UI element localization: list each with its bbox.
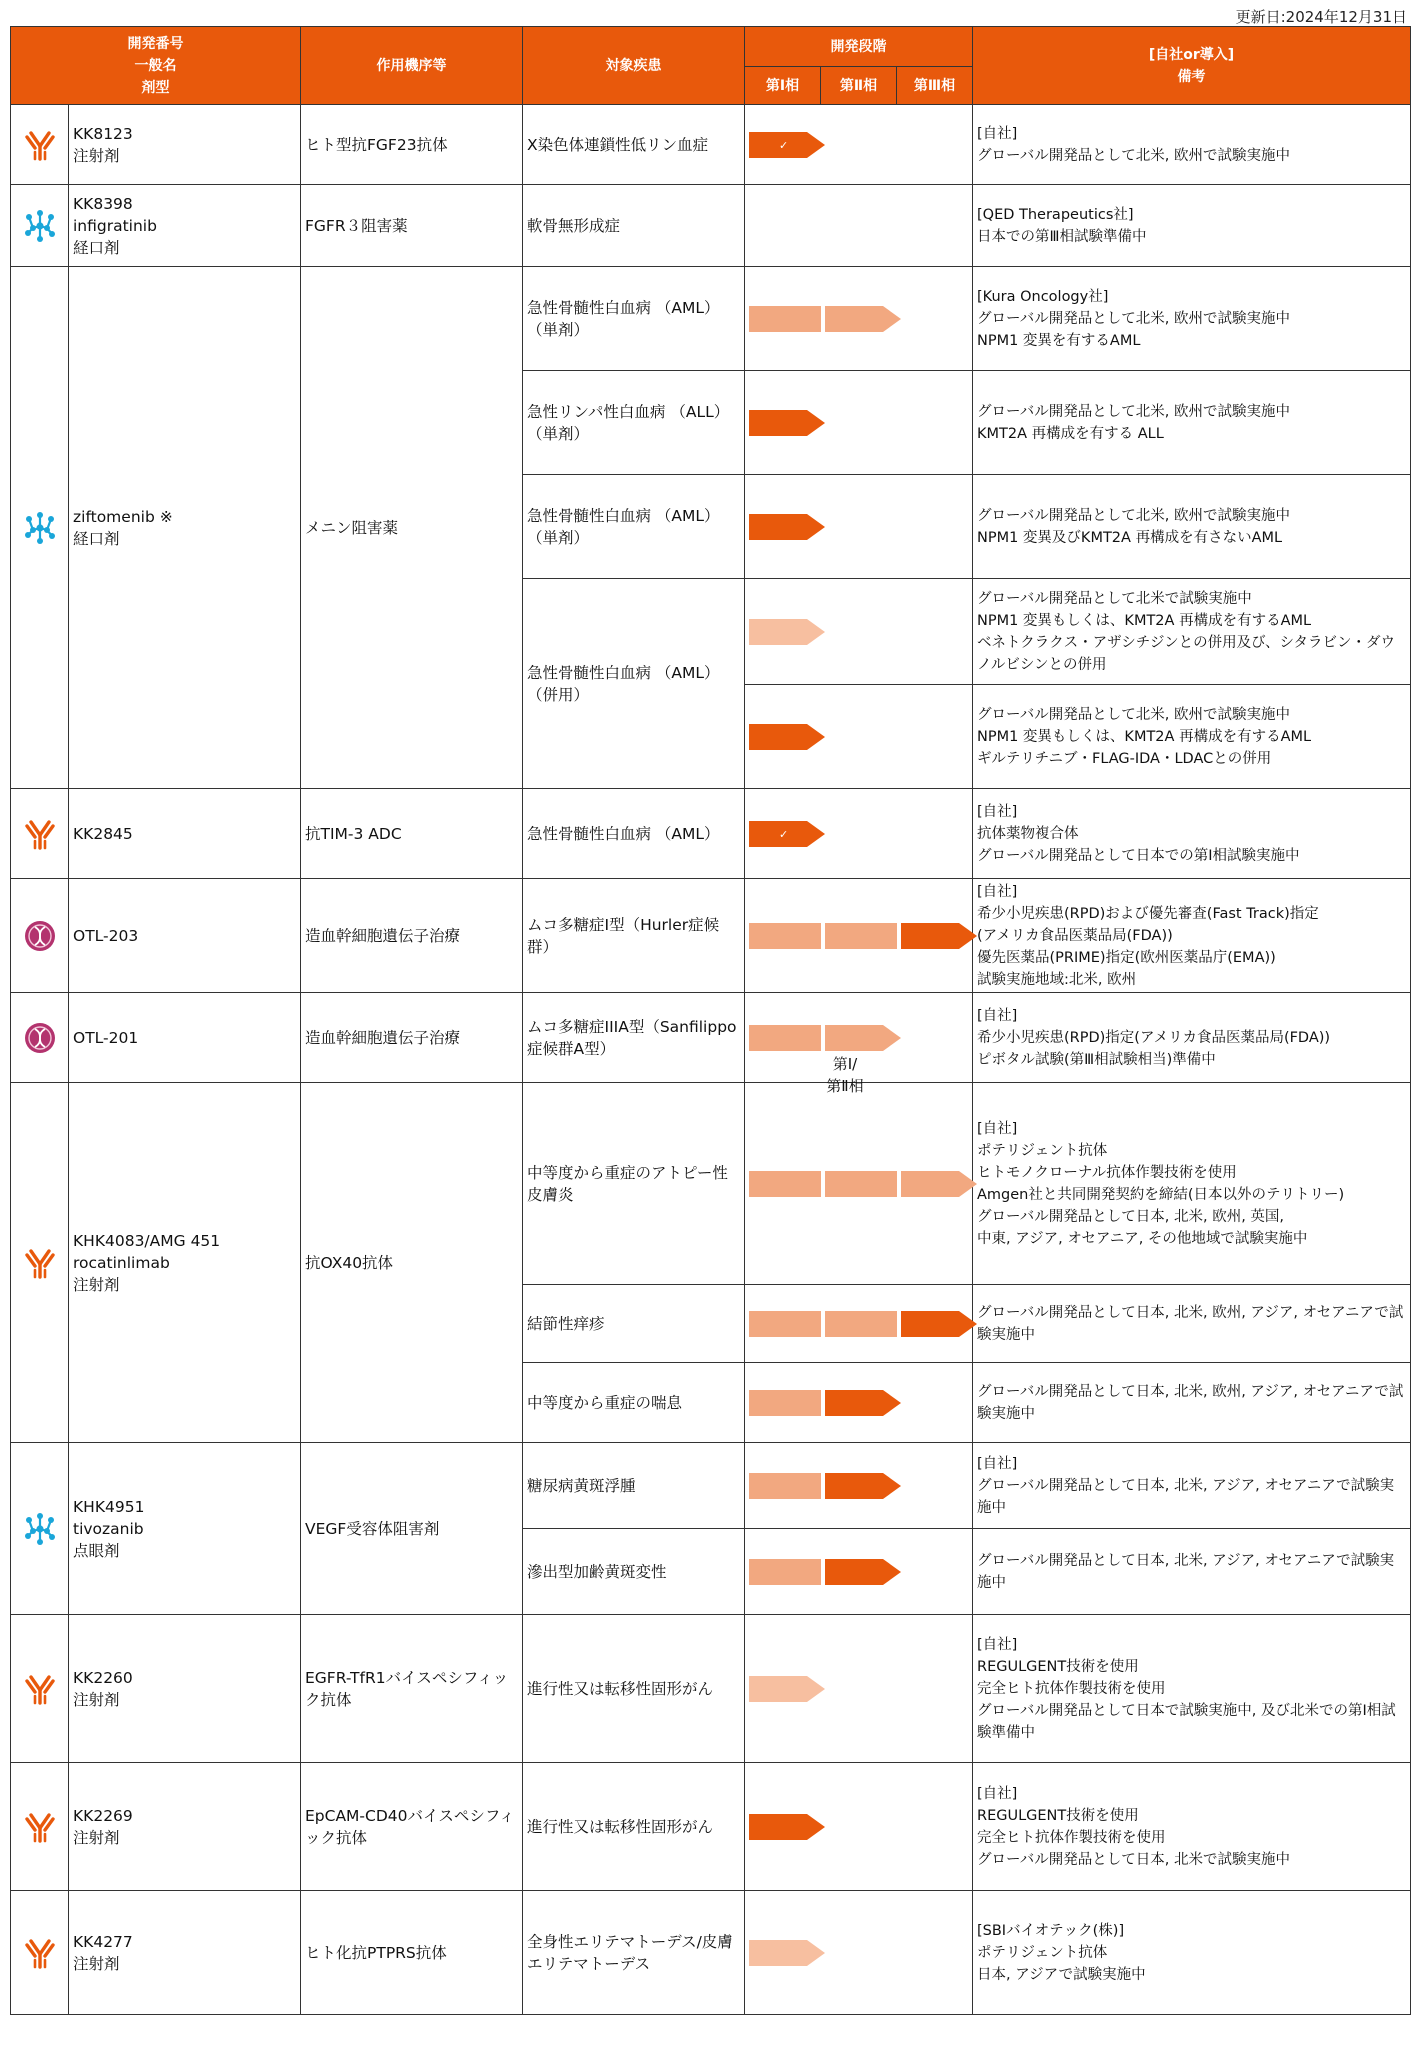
phase-bars [745,821,972,847]
updated-date: 更新日:2024年12月31日 [1235,8,1407,26]
drug-code: KK2845 [69,789,301,879]
phase-bar-segment [749,1473,821,1499]
drug-code: KK2269 注射剤 [69,1763,301,1891]
phase-bar-segment [749,619,825,645]
remarks: グローバル開発品として日本, 北米, 欧州, アジア, オセアニアで試験実施中 [973,1363,1411,1443]
target-disease: 急性骨髄性白血病 （AML） （単剤） [523,267,745,371]
pipeline-table [10,26,1411,2015]
small-molecule-icon [11,1443,69,1615]
phase-bars [745,1473,972,1499]
pipeline-row [11,789,1411,879]
mechanism: VEGF受容体阻害剤 [301,1443,523,1615]
phase-bars [745,923,972,949]
remarks: グローバル開発品として北米, 欧州で試験実施中 KMT2A 再構成を有する ALL [973,371,1411,475]
drug-code: KK8123 注射剤 [69,105,301,185]
antibody-icon [11,1615,69,1763]
drug-code: KHK4951 tivozanib 点眼剤 [69,1443,301,1615]
remarks: グローバル開発品として北米, 欧州で試験実施中 NPM1 変異及びKMT2A 再構成を有さないAML [973,475,1411,579]
phase-bars [745,1025,972,1095]
phase-bar-segment [825,1390,901,1416]
mechanism: 造血幹細胞遺伝子治療 [301,993,523,1083]
phase-bars [745,1676,972,1702]
header-phase3: 第Ⅲ相 [897,67,973,105]
development-phase [745,993,973,1095]
remarks: [Kura Oncology社] グローバル開発品として北米, 欧州で試験実施中 NPM1 変異を有するAML [973,267,1411,371]
phase-bar-segment [901,1311,977,1337]
remarks: [自社] グローバル開発品として北米, 欧州で試験実施中 [973,105,1411,185]
pipeline-row [11,105,1411,185]
gene-therapy-icon [11,993,69,1083]
phase-bars [745,619,972,645]
development-phase [745,105,973,185]
antibody-icon [11,1763,69,1891]
phase-bar-segment [825,1559,901,1585]
remarks: [QED Therapeutics社] 日本での第Ⅲ相試験準備中 [973,185,1411,267]
development-phase [745,685,973,789]
gene-therapy-icon [11,879,69,993]
development-phase [745,1891,973,2015]
target-disease: ムコ多糖症I型（Hurler症候群） [523,879,745,993]
remarks: グローバル開発品として日本, 北米, 欧州, アジア, オセアニアで試験実施中 [973,1285,1411,1363]
pipeline-row [11,185,1411,267]
header-disease: 対象疾患 [523,27,745,105]
phase-bars [745,306,972,332]
remarks: [自社] グローバル開発品として日本, 北米, アジア, オセアニアで試験実施中 [973,1443,1411,1529]
phase-bars [745,213,972,239]
phase-bar-segment [749,1171,821,1197]
mechanism: EpCAM-CD40バイスペシフィック抗体 [301,1763,523,1891]
header-moa: 作用機序等 [301,27,523,105]
phase-bar-segment [749,410,825,436]
development-phase [745,1083,973,1285]
phase-bars [745,1390,972,1416]
target-disease: 滲出型加齢黄斑変性 [523,1529,745,1615]
development-phase [745,1285,973,1363]
header-stage: 開発段階 [745,27,973,67]
remarks: [自社] ポテリジェント抗体 ヒトモノクローナル抗体作製技術を使用 Amgen社と共同開発契約を締結(日本以外のテリトリー) グローバル開発品として日本, 北米, 欧州, 英国, 中東, アジア, オセアニア, その他地域で試験実施中 [973,1083,1411,1285]
development-phase [745,879,973,993]
phase-bar-segment [825,1025,901,1051]
mechanism: 抗OX40抗体 [301,1083,523,1443]
remarks: [自社] 希少小児疾患(RPD)および優先審査(Fast Track)指定 (アメリカ食品医薬品局(FDA)) 優先医薬品(PRIME)指定(欧州医薬品庁(EMA)) 試験実施地域:北米, 欧州 [973,879,1411,993]
mechanism: FGFR３阻害薬 [301,185,523,267]
development-phase [745,475,973,579]
phase-bar-segment [749,514,825,540]
remarks: [SBIバイオテック(株)] ポテリジェント抗体 日本, アジアで試験実施中 [973,1891,1411,2015]
drug-code: OTL-203 [69,879,301,993]
target-disease: X染色体連鎖性低リン血症 [523,105,745,185]
target-disease: 中等度から重症のアトピー性皮膚炎 [523,1083,745,1285]
target-disease: 急性骨髄性白血病 （AML） （併用） [523,579,745,789]
development-phase [745,1529,973,1615]
phase-bar-segment [749,821,825,847]
phase-bar-segment [749,1676,825,1702]
pipeline-row [11,1891,1411,2015]
target-disease: ムコ多糖症IIIA型（Sanfilippo症候群A型） [523,993,745,1083]
header-remarks: [自社or導入] 備考 [973,27,1411,105]
svg-text:✓: ✓ [779,138,789,152]
mechanism: ヒト型抗FGF23抗体 [301,105,523,185]
drug-code: KK2260 注射剤 [69,1615,301,1763]
phase-bar-segment [901,923,977,949]
phase-bar-segment [825,1473,901,1499]
development-phase [745,267,973,371]
phase-bar-segment [749,132,825,158]
phase-bar-segment [901,1171,977,1197]
header-phase2: 第Ⅱ相 [821,67,897,105]
target-disease: 糖尿病黄斑浮腫 [523,1443,745,1529]
antibody-icon [11,789,69,879]
pipeline-body [11,105,1411,2015]
remarks: [自社] 希少小児疾患(RPD)指定(アメリカ食品医薬品局(FDA)) ピボタル試験(第Ⅲ相試験相当)準備中 [973,993,1411,1083]
mechanism: 造血幹細胞遺伝子治療 [301,879,523,993]
phase-bar-segment [825,923,897,949]
pipeline-row [11,1615,1411,1763]
phase-bar-segment [825,1311,897,1337]
drug-code: ziftomenib ※ 経口剤 [69,267,301,789]
target-disease: 中等度から重症の喘息 [523,1363,745,1443]
phase-bar-segment [749,1390,821,1416]
target-disease: 軟骨無形成症 [523,185,745,267]
phase-bar-segment [749,923,821,949]
phase-bars [745,132,972,158]
pipeline-row [11,1083,1411,1285]
mechanism: メニン阻害薬 [301,267,523,789]
phase-bar-segment [749,1559,821,1585]
phase-bar-segment [749,724,825,750]
antibody-icon [11,1891,69,2015]
pipeline-row [11,1763,1411,1891]
pipeline-row [11,879,1411,993]
target-disease: 全身性エリテマトーデス/皮膚エリテマトーデス [523,1891,745,2015]
drug-code: OTL-201 [69,993,301,1083]
development-phase [745,185,973,267]
remarks: グローバル開発品として日本, 北米, アジア, オセアニアで試験実施中 [973,1529,1411,1615]
phase-bars [745,410,972,436]
phase-bars [745,1559,972,1585]
drug-code: KHK4083/AMG 451 rocatinlimab 注射剤 [69,1083,301,1443]
development-phase [745,1763,973,1891]
phase-label: 第Ⅰ/ 第Ⅱ相 [826,1054,864,1095]
pipeline-row [11,267,1411,371]
remarks: [自社] 抗体薬物複合体 グローバル開発品として日本での第Ⅰ相試験実施中 [973,789,1411,879]
remarks: グローバル開発品として北米で試験実施中 NPM1 変異もしくは、KMT2A 再構成を有するAML ベネトクラクス・アザシチジンとの併用及び、シタラビン・ダウノルビシンとの併用 [973,579,1411,685]
target-disease: 進行性又は転移性固形がん [523,1763,745,1891]
remarks: [自社] REGULGENT技術を使用 完全ヒト抗体作製技術を使用 グローバル開発品として日本で試験実施中, 及び北米での第Ⅰ相試験準備中 [973,1615,1411,1763]
pipeline-row [11,993,1411,1083]
phase-bars [745,1814,972,1840]
target-disease: 急性骨髄性白血病 （AML） [523,789,745,879]
drug-code: KK8398 infigratinib 経口剤 [69,185,301,267]
mechanism: 抗TIM-3 ADC [301,789,523,879]
phase-bar-segment [825,306,901,332]
small-molecule-icon [11,267,69,789]
pipeline-row [11,1443,1411,1529]
phase-bars [745,1171,972,1197]
development-phase [745,1615,973,1763]
small-molecule-icon [11,185,69,267]
development-phase [745,789,973,879]
target-disease: 結節性痒疹 [523,1285,745,1363]
phase-bar-segment [749,306,821,332]
phase-bar-segment [825,1171,897,1197]
phase-bar-segment [749,1814,825,1840]
target-disease: 急性リンパ性白血病 （ALL） （単剤） [523,371,745,475]
mechanism: ヒト化抗PTPRS抗体 [301,1891,523,2015]
development-phase [745,1443,973,1529]
development-phase [745,1363,973,1443]
target-disease: 急性骨髄性白血病 （AML） （単剤） [523,475,745,579]
development-phase [745,579,973,685]
phase-bar-segment [749,1311,821,1337]
phase-bars [745,1311,972,1337]
phase-bar-segment [749,1025,821,1051]
header-phase1: 第Ⅰ相 [745,67,821,105]
phase-bars [745,724,972,750]
remarks: [自社] REGULGENT技術を使用 完全ヒト抗体作製技術を使用 グローバル開発品として日本, 北米で試験実施中 [973,1763,1411,1891]
header-code: 開発番号 一般名 剤型 [11,27,301,105]
development-phase [745,371,973,475]
drug-code: KK4277 注射剤 [69,1891,301,2015]
phase-bars [745,1940,972,1966]
phase-bars [745,514,972,540]
antibody-icon [11,105,69,185]
svg-text:✓: ✓ [779,827,789,841]
remarks: グローバル開発品として北米, 欧州で試験実施中 NPM1 変異もしくは、KMT2A 再構成を有するAML ギルテリチニブ・FLAG-IDA・LDACとの併用 [973,685,1411,789]
antibody-icon [11,1083,69,1443]
mechanism: EGFR-TfR1バイスペシフィック抗体 [301,1615,523,1763]
phase-bar-segment [749,1940,825,1966]
target-disease: 進行性又は転移性固形がん [523,1615,745,1763]
